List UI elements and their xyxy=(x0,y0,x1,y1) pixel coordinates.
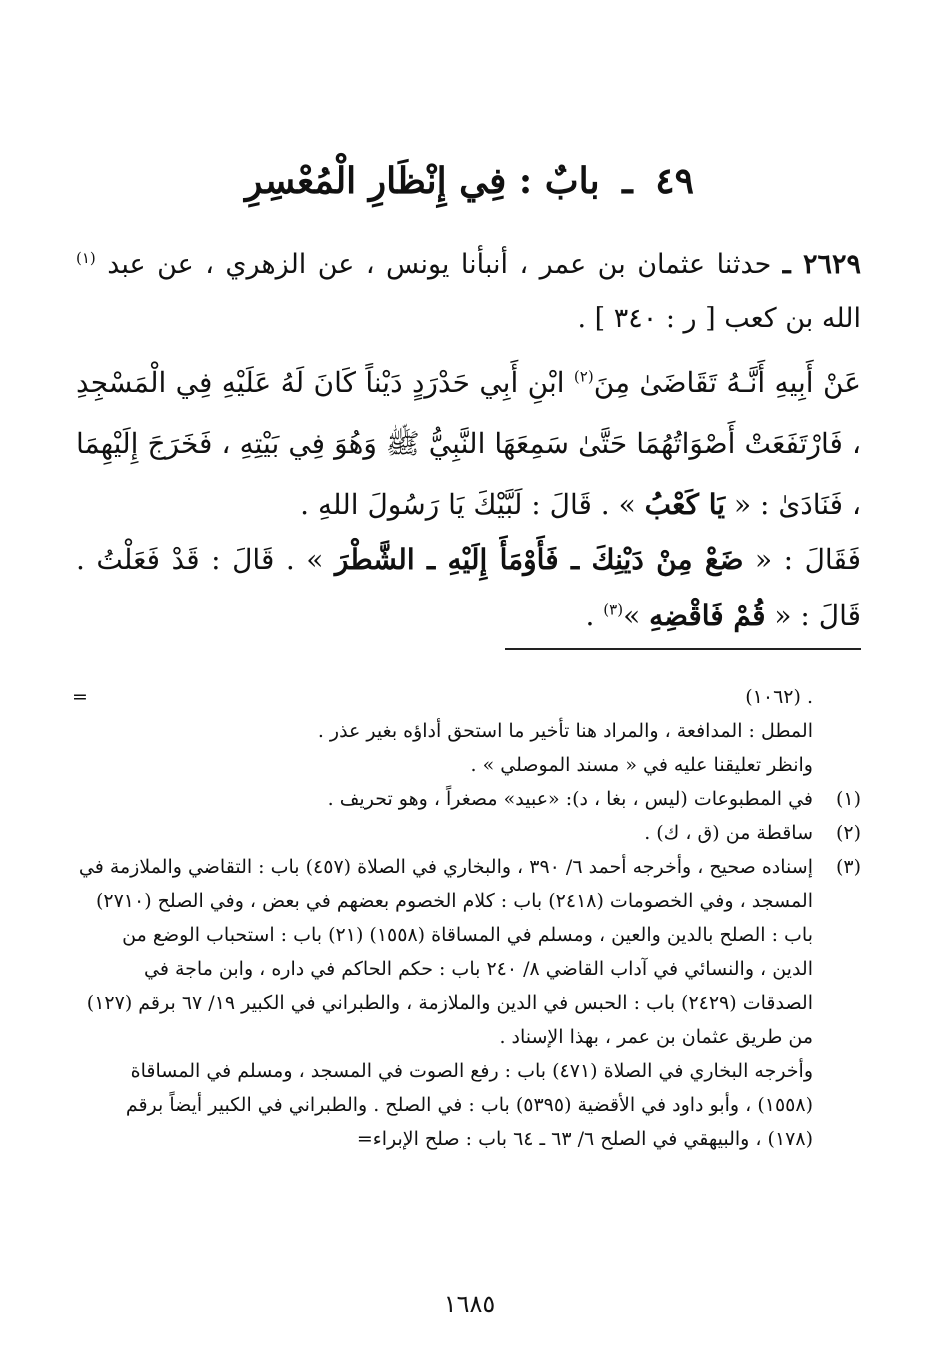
chapter-heading xyxy=(80,160,859,203)
isnad-line-2-start: عبد xyxy=(107,249,146,280)
footnote-3-number: (٣) xyxy=(835,856,861,878)
hadith-number: ٢٦٢٩ ـ xyxy=(782,249,861,280)
continuation-mark: = xyxy=(72,686,88,708)
chapter-number: ٤٩ xyxy=(655,160,694,202)
chapter-separator: ـ xyxy=(622,160,633,202)
footnote-3-continued-text: وأخرجه البخاري في الصلاة (٤٧١) باب : رفع الصوت في المسجد ، ومسلم في المساقاة (١٥٥٨) ، وأبو داود في الأقضية (٥٣٩٥) باب : في الصلح . والطبراني في الكبير أيضاً برقم (١٧٨) ، والبيهقي في الصلح ٦/ ٦٣ ـ ٦٤ باب : صلح الإبراء= xyxy=(125,1060,813,1150)
footnote-continuation-3 xyxy=(76,748,861,782)
footnote-1-number: (١) xyxy=(835,788,861,810)
footnote-1 xyxy=(76,782,861,816)
footnote-3 xyxy=(76,850,861,1054)
reply-text-2: » . قَالَ : قَدْ فَعَلْتُ . قَالَ : « xyxy=(76,543,861,632)
reply-text-3: » xyxy=(623,599,650,632)
reply-text-1: فَقَالَ : « xyxy=(743,543,861,576)
matn-text-1: عَنْ أَبِيهِ أَنَّـهُ تَقَاضَىٰ مِنَ xyxy=(593,366,861,399)
footnote-continuation-2 xyxy=(76,714,861,748)
prophet-speech-2: ضَعْ مِنْ دَيْنِكَ ـ فَأَوْمَأَ إِلَيْهِ ـ الشَّطْرَ xyxy=(334,543,744,576)
isnad-line-2-end: الله بن كعب [ ر : ٣٤٠ ] . xyxy=(577,303,861,334)
footnote-continuation-line-2: المطل : المدافعة ، والمراد هنا تأخير ما استحق أداؤه بغير عذر . xyxy=(317,720,813,742)
isnad-line-1: حدثنا عثمان بن عمر ، أنبأنا يونس ، عن الزهري ، عن xyxy=(157,249,772,280)
footnote-3-continued xyxy=(76,1054,861,1156)
reply-text-end: . xyxy=(585,599,604,632)
matn-text-3: » . قَالَ : لَبَّيْكَ يَا رَسُولَ اللهِ . xyxy=(300,488,645,521)
footnote-ref-1: (١) xyxy=(76,249,96,267)
chapter-title-text: فِي إِنْظَارِ الْمُعْسِرِ xyxy=(245,160,507,202)
chapter-bab-label: بابٌ : xyxy=(518,160,600,202)
footnote-2-number: (٢) xyxy=(835,822,861,844)
footnote-2 xyxy=(76,816,861,850)
hadith-isnad xyxy=(76,238,861,346)
hadith-matn xyxy=(76,352,861,535)
footnote-2-text: ساقطة من (ق ، ك) . xyxy=(644,822,813,844)
footnotes xyxy=(72,680,861,1156)
footnote-continuation xyxy=(72,680,861,714)
footnote-1-text: في المطبوعات (ليس ، بغا ، د): «عبيد» مصغراً ، وهو تحريف . xyxy=(327,788,813,810)
footnote-divider xyxy=(505,648,861,650)
prophet-speech-3: قُمْ فَاقْضِهِ xyxy=(649,599,766,632)
footnote-continuation-line-3: وانظر تعليقنا عليه في « مسند الموصلي » . xyxy=(470,754,813,776)
prophet-speech-1: يَا كَعْبُ xyxy=(644,488,726,521)
footnote-ref-2: (٢) xyxy=(573,367,594,386)
hadith-reply xyxy=(76,532,861,644)
matn-text-2: ابْنِ أَبِي حَدْرَدٍ دَيْناً كَانَ لَهُ عَلَيْهِ فِي الْمَسْجِدِ ، فَارْتَفَعَتْ أَصْوَاتُهُمَا حَتَّىٰ سَمِعَهَا النَّبِيُّ ﷺ وَهُوَ فِي بَيْتِهِ ، فَخَرَجَ إِلَيْهِمَا ، فَنَادَىٰ : « xyxy=(76,366,861,521)
footnote-continuation-line-1: . (١٠٦٢) xyxy=(745,686,813,708)
page-number: ١٦٨٥ xyxy=(443,1290,496,1318)
footnote-ref-3: (٣) xyxy=(603,600,624,619)
footnote-3-text: إسناده صحيح ، وأخرجه أحمد ٦/ ٣٩٠ ، والبخاري في الصلاة (٤٥٧) باب : التقاضي والملازمة في المسجد ، وفي الخصومات (٢٤١٨) باب : كلام الخصوم بعضهم في بعض ، وفي الصلح (٢٧١٠) باب : الصلح بالدين والعين ، ومسلم في المساقاة (١٥٥٨) (٢١) باب : استحباب الوضع من الدين ، والنسائي في آداب القاضي ٨/ ٢٤٠ باب : حكم الحاكم في داره ، وابن ماجة في الصدقات (٢٤٢٩) باب : الحبس في الدين والملازمة ، والطبراني في الكبير ١٩/ ٦٧ برقم (١٢٧) من طريق عثمان بن عمر ، بهذا الإسناد . xyxy=(78,856,813,1048)
